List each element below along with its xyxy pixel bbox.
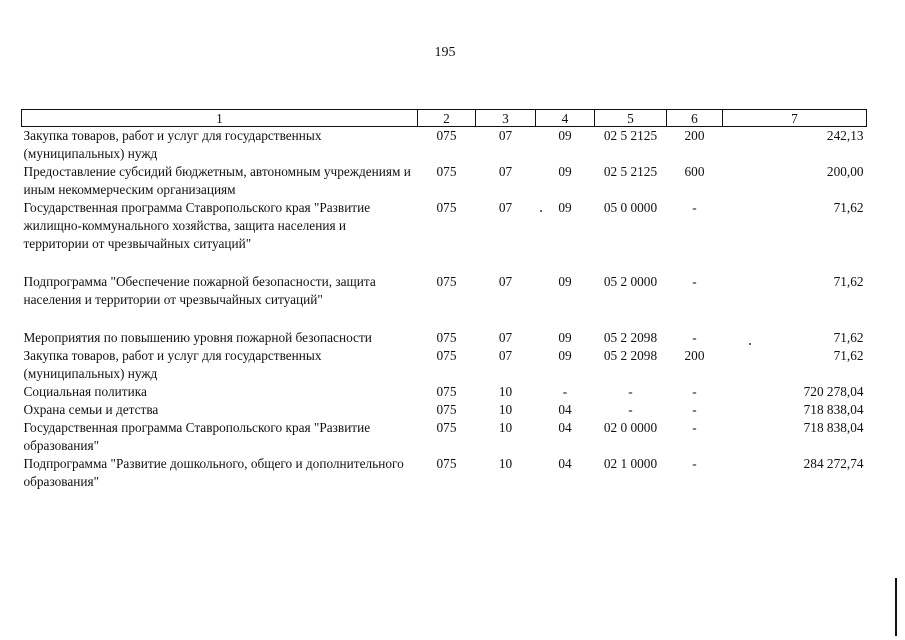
table-row: [22, 347, 867, 383]
column-header-3: 3: [476, 110, 536, 127]
table-row: [22, 273, 867, 329]
row-col-2: 075: [436, 128, 457, 143]
row-col-2: 075: [436, 164, 457, 179]
row-col-3: 07: [498, 274, 513, 289]
row-col-5: 05 2 2098: [603, 330, 658, 345]
row-col-3: 10: [498, 384, 513, 399]
row-col-2: 075: [436, 402, 457, 417]
row-col-3: 07: [498, 164, 513, 179]
page-number: 195: [434, 45, 456, 60]
row-col-6: 600: [684, 164, 705, 179]
column-header-5: 5: [595, 110, 667, 127]
row-col-4: 04: [558, 420, 572, 435]
row-col-5: 02 1 0000: [603, 456, 658, 471]
row-name: Государственная программа Ставропольского края "Развитие жилищно-коммунального хозяйства, защита населения и территории от чрезвычайных ситуаций": [23, 200, 371, 251]
row-col-6: 200: [684, 348, 705, 363]
row-col-2: 075: [436, 456, 457, 471]
row-amount: 71,62: [833, 274, 864, 289]
row-col-2: 075: [436, 274, 457, 289]
row-col-6: -: [692, 274, 697, 289]
column-header-6: 6: [667, 110, 723, 127]
row-amount: 718 838,04: [803, 402, 864, 417]
table-row: [22, 329, 867, 347]
row-col-6: -: [692, 456, 697, 471]
column-header-7: 7: [723, 110, 867, 127]
row-amount: 200,00: [826, 164, 864, 179]
row-col-4: 04: [558, 402, 572, 417]
column-header-2: 2: [418, 110, 476, 127]
row-amount: 71,62: [833, 200, 864, 215]
row-col-3: 07: [498, 128, 513, 143]
row-col-6: -: [692, 330, 697, 345]
row-col-2: 075: [436, 348, 457, 363]
row-col-6: -: [692, 384, 697, 399]
scan-speck: [540, 210, 542, 212]
table-row: [22, 401, 867, 419]
row-name: Закупка товаров, работ и услуг для государственных (муниципальных) нужд: [23, 128, 322, 161]
table-row: [22, 163, 867, 199]
row-col-5: -: [628, 402, 633, 417]
row-col-6: -: [692, 420, 697, 435]
scan-edge-mark: [895, 578, 897, 636]
row-col-6: -: [692, 402, 697, 417]
row-name: Мероприятия по повышению уровня пожарной безопасности: [23, 330, 372, 345]
row-col-3: 10: [498, 456, 513, 471]
scan-speck: [749, 343, 751, 345]
row-col-4: 04: [558, 456, 572, 471]
table-row: [22, 127, 867, 164]
row-col-5: -: [628, 384, 633, 399]
row-name: Государственная программа Ставропольского края "Развитие образования": [23, 420, 371, 453]
row-amount: 242,13: [826, 128, 864, 143]
row-name: Предоставление субсидий бюджетным, автономным учреждениям и иным некоммерческим организациям: [23, 164, 411, 197]
row-amount: 718 838,04: [803, 420, 864, 435]
row-col-5: 02 5 2125: [603, 128, 658, 143]
budget-table: [21, 109, 867, 491]
row-col-6: -: [692, 200, 697, 215]
row-col-2: 075: [436, 330, 457, 345]
row-col-3: 10: [498, 402, 513, 417]
column-header-4: 4: [536, 110, 595, 127]
row-name: Закупка товаров, работ и услуг для государственных (муниципальных) нужд: [23, 348, 322, 381]
column-header-1: 1: [22, 110, 418, 127]
row-amount: 720 278,04: [803, 384, 864, 399]
row-col-5: 02 5 2125: [603, 164, 658, 179]
row-col-3: 07: [498, 330, 513, 345]
row-col-4: -: [562, 384, 568, 399]
row-col-4: 09: [558, 330, 572, 345]
table-row: [22, 455, 867, 491]
row-name: Подпрограмма "Развитие дошкольного, общего и дополнительного образования": [23, 456, 404, 489]
row-col-6: 200: [684, 128, 705, 143]
row-col-2: 075: [436, 200, 457, 215]
row-col-3: 07: [498, 348, 513, 363]
row-amount: 71,62: [833, 330, 864, 345]
row-col-5: 02 0 0000: [603, 420, 658, 435]
table-row: [22, 199, 867, 273]
row-col-5: 05 2 2098: [603, 348, 658, 363]
row-name: Охрана семьи и детства: [23, 402, 159, 417]
table-row: [22, 383, 867, 401]
row-col-4: 09: [558, 164, 572, 179]
row-amount: 71,62: [833, 348, 864, 363]
row-name: Подпрограмма "Обеспечение пожарной безопасности, защита населения и территории от чрезвычайных ситуаций": [23, 274, 376, 307]
row-col-5: 05 2 0000: [603, 274, 658, 289]
row-col-3: 07: [498, 200, 513, 215]
row-col-4: 09: [558, 274, 572, 289]
row-col-4: 09: [558, 128, 572, 143]
row-amount: 284 272,74: [803, 456, 864, 471]
row-col-5: 05 0 0000: [603, 200, 658, 215]
row-col-4: 09: [558, 348, 572, 363]
row-col-2: 075: [436, 420, 457, 435]
row-col-3: 10: [498, 420, 513, 435]
row-col-2: 075: [436, 384, 457, 399]
row-col-4: 09: [558, 200, 572, 215]
row-name: Социальная политика: [23, 384, 147, 399]
table-header-row: [22, 110, 867, 127]
table-row: [22, 419, 867, 455]
